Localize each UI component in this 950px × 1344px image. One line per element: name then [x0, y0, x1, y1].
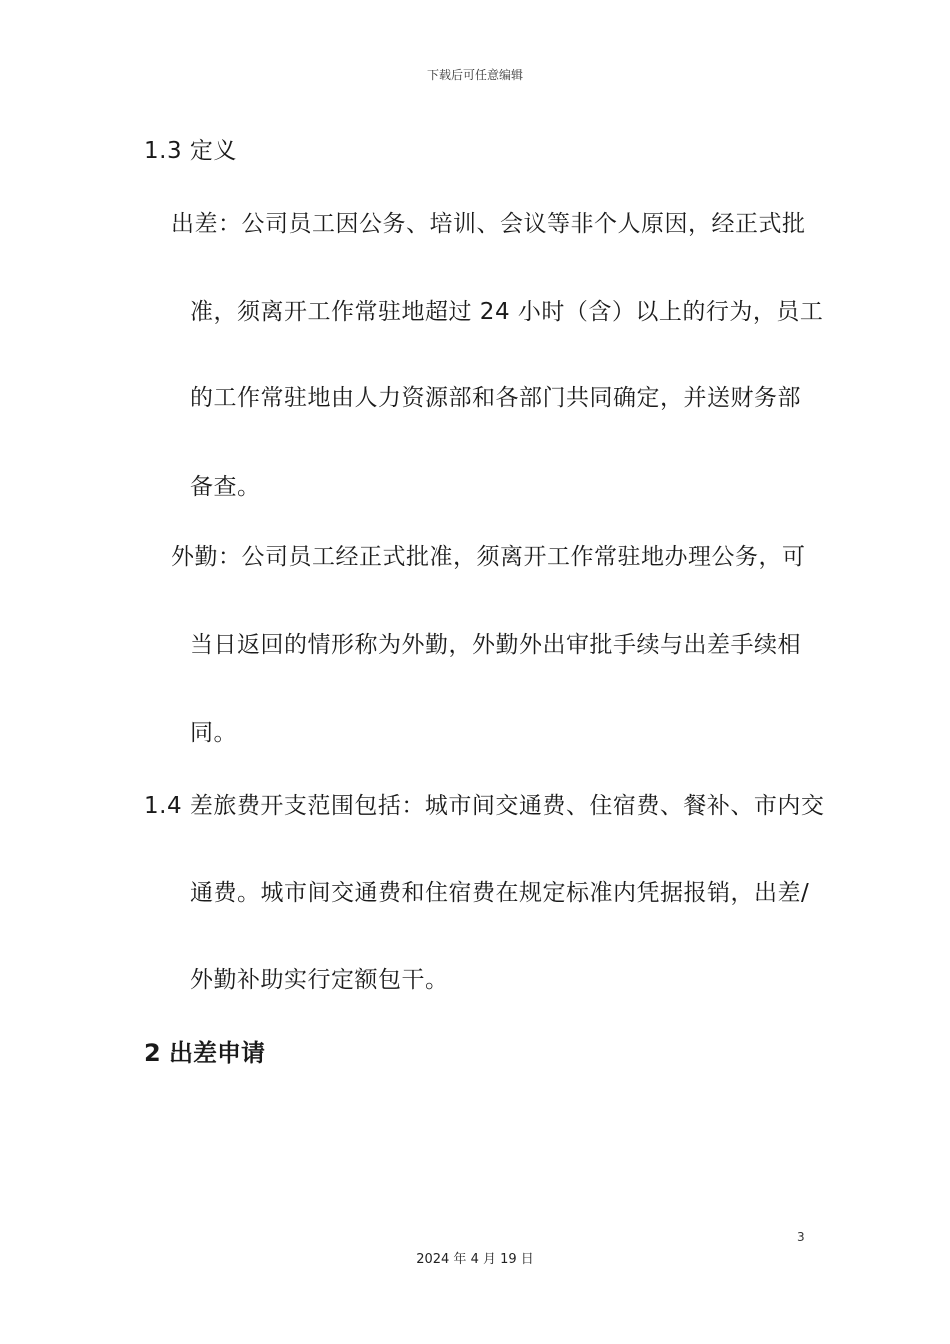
paragraph-line: 当日返回的情形称为外勤，外勤外出审批手续与出差手续相 [190, 632, 801, 658]
paragraph-line: 通费。城市间交通费和住宿费在规定标准内凭据报销，出差/ [190, 880, 810, 906]
paragraph-line: 同。 [190, 720, 237, 746]
footer-date: 2024 年 4 月 19 日 [416, 1252, 534, 1267]
header-note: 下载后可任意编辑 [426, 68, 523, 82]
paragraph-line: 外勤：公司员工经正式批准，须离开工作常驻地办理公务，可 [171, 544, 806, 570]
paragraph-line: 出差：公司员工因公务、培训、会议等非个人原因，经正式批 [171, 211, 806, 237]
section-heading-2: 2 出差申请 [144, 1039, 266, 1067]
paragraph-line: 的工作常驻地由人力资源部和各部门共同确定，并送财务部 [190, 385, 801, 411]
paragraph-line: 1.4 差旅费开支范围包括：城市间交通费、住宿费、餐补、市内交 [144, 793, 825, 819]
paragraph-line: 外勤补助实行定额包干。 [190, 967, 449, 993]
page-number: 3 [797, 1230, 805, 1244]
paragraph-line: 准，须离开工作常驻地超过 24 小时（含）以上的行为，员工 [190, 299, 824, 325]
section-heading-1-3: 1.3 定义 [144, 138, 237, 164]
paragraph-line: 备查。 [190, 474, 261, 500]
